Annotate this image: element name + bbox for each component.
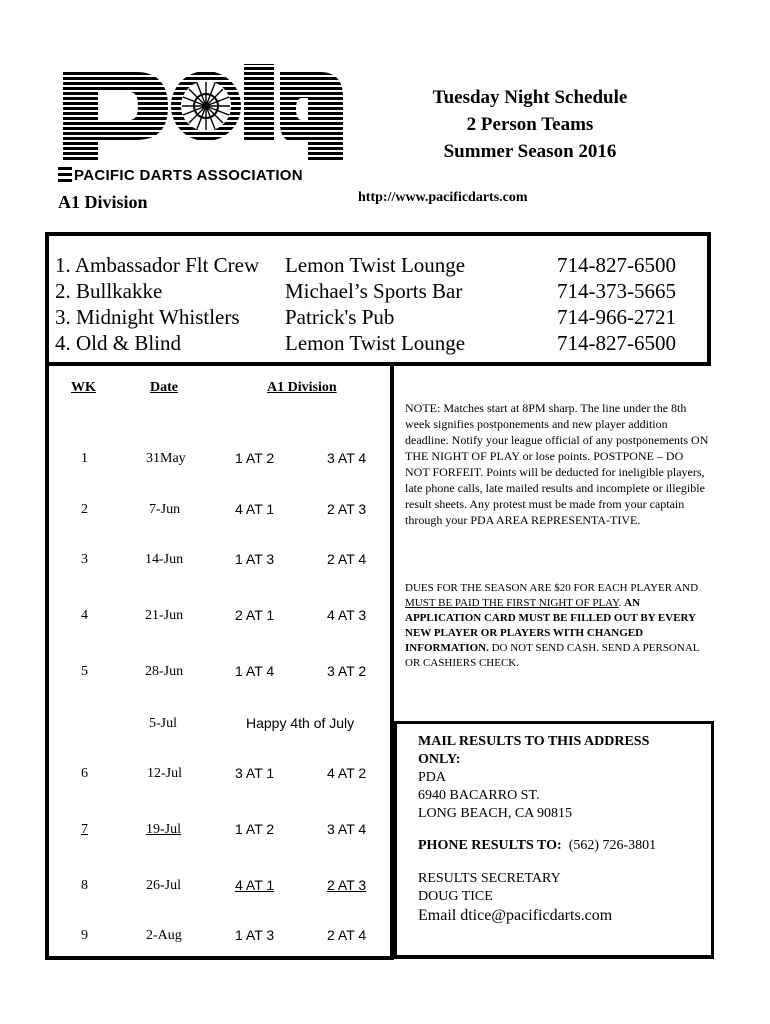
dues-application-note: AN APPLICATION CARD MUST BE FILLED OUT BY EVERY NEW PLAYER OR PLAYERS WITH CHANGED INFORMATION.	[405, 597, 696, 654]
secretary-title: RESULTS SECRETARY	[418, 871, 561, 886]
dues-part-2: .	[618, 597, 625, 609]
team-phone: 714-373-5665	[557, 279, 676, 303]
match-date: 28-Jun	[145, 664, 184, 679]
match-date: 12-Jul	[147, 766, 182, 781]
match-date: 5-Jul	[149, 716, 177, 731]
match-date: 31May	[146, 451, 186, 466]
match-2: 4 AT 2	[327, 765, 367, 781]
team-name: 2. Bullkakke	[55, 279, 163, 303]
match-2: 2 AT 4	[327, 551, 367, 567]
match-1: 4 AT 1	[235, 877, 275, 893]
match-date: 26-Jul	[146, 878, 181, 893]
team-phone: 714-966-2721	[557, 305, 676, 329]
match-2: 4 AT 3	[327, 607, 367, 623]
match-2: 2 AT 3	[327, 877, 367, 893]
address-line: LONG BEACH, CA 90815	[418, 806, 573, 821]
team-phone: 714-827-6500	[557, 331, 676, 355]
match-1: 1 AT 3	[235, 551, 275, 567]
week-number: 7	[81, 822, 88, 837]
match-1: 1 AT 2	[235, 450, 275, 466]
phone-results	[418, 837, 656, 855]
team-phone: 714-827-6500	[557, 253, 676, 277]
note-text: NOTE: Matches start at 8PM sharp. The line under the 8th week signifies postponements and new player addition deadline. Notify your league official of any postponements ON THE NIGHT OF PLAY or lose points. POSTPONE – DO NOT FORFEIT. Points will be deducted for ineligible players, late phone calls, late mailed results and incomplete or illegible result sheets. Any protest must be made from your captain through your PDA AREA REPRESENTA-TIVE.	[405, 401, 709, 527]
week-number: 4	[81, 608, 88, 623]
team-venue: Lemon Twist Lounge	[285, 331, 466, 355]
mail-heading-2: ONLY:	[418, 752, 461, 767]
title-line-2: 2 Person Teams	[466, 114, 594, 135]
date-header: Date	[150, 380, 178, 395]
title-line-1: Tuesday Night Schedule	[432, 87, 628, 108]
phone-label: PHONE RESULTS TO:	[418, 838, 562, 853]
match-1: 1 AT 2	[235, 821, 275, 837]
website-url: http://www.pacificdarts.com	[358, 190, 528, 205]
match-2: 3 AT 2	[327, 663, 367, 679]
team-name: 4. Old & Blind	[55, 331, 182, 355]
logo-caption: PACIFIC DARTS ASSOCIATION	[74, 167, 303, 184]
dues-deadline: MUST BE PAID THE FIRST NIGHT OF PLAY	[405, 597, 619, 609]
title-line-3: Summer Season 2016	[443, 141, 617, 162]
match-1: 1 AT 3	[235, 927, 275, 943]
week-number: 3	[81, 552, 88, 567]
division-header: A1 Division	[267, 380, 337, 395]
wk-header: WK	[71, 380, 96, 395]
match-date: 7-Jun	[149, 502, 181, 517]
address-line: PDA	[418, 770, 447, 785]
match-2: 3 AT 4	[327, 450, 367, 466]
match-1: 4 AT 1	[235, 501, 275, 517]
week-number: 6	[81, 766, 88, 781]
team-name: 1. Ambassador Flt Crew	[55, 253, 260, 277]
team-venue: Lemon Twist Lounge	[285, 253, 466, 277]
schedule-table	[45, 366, 394, 960]
match-date: 21-Jun	[145, 608, 184, 623]
team-venue: Michael’s Sports Bar	[285, 279, 463, 303]
week-number: 1	[81, 451, 88, 466]
teams-box	[45, 232, 711, 366]
dues-part-1: DUES FOR THE SEASON ARE $20 FOR EACH PLAYER AND	[405, 582, 699, 594]
division-heading: A1 Division	[58, 192, 148, 212]
match-date: 2-Aug	[146, 928, 182, 943]
match-2: 3 AT 4	[327, 821, 367, 837]
holiday-note: Happy 4th of July	[246, 715, 355, 731]
team-name: 3. Midnight Whistlers	[55, 305, 240, 329]
mail-results-box	[394, 721, 714, 959]
match-2: 2 AT 4	[327, 927, 367, 943]
dues-part-3: DO NOT SEND CASH. SEND A PERSONAL OR CASHIERS CHECK.	[405, 642, 700, 669]
match-date: 14-Jun	[145, 552, 184, 567]
match-1: 1 AT 4	[235, 663, 275, 679]
secretary-name: DOUG TICE	[418, 889, 493, 904]
match-1: 2 AT 1	[235, 607, 275, 623]
dues-text	[405, 581, 715, 671]
week-number: 8	[81, 878, 88, 893]
team-venue: Patrick's Pub	[285, 305, 395, 329]
match-date: 19-Jul	[146, 822, 181, 837]
mail-heading: MAIL RESULTS TO THIS ADDRESS	[418, 734, 650, 749]
email-address[interactable]: Email dtice@pacificdarts.com	[418, 907, 613, 924]
week-number: 2	[81, 502, 88, 517]
match-2: 2 AT 3	[327, 501, 367, 517]
week-number: 5	[81, 664, 88, 679]
match-1: 3 AT 1	[235, 765, 275, 781]
week-number: 9	[81, 928, 88, 943]
address-line: 6940 BACARRO ST.	[418, 788, 540, 803]
phone-number: (562) 726-3801	[568, 838, 657, 853]
